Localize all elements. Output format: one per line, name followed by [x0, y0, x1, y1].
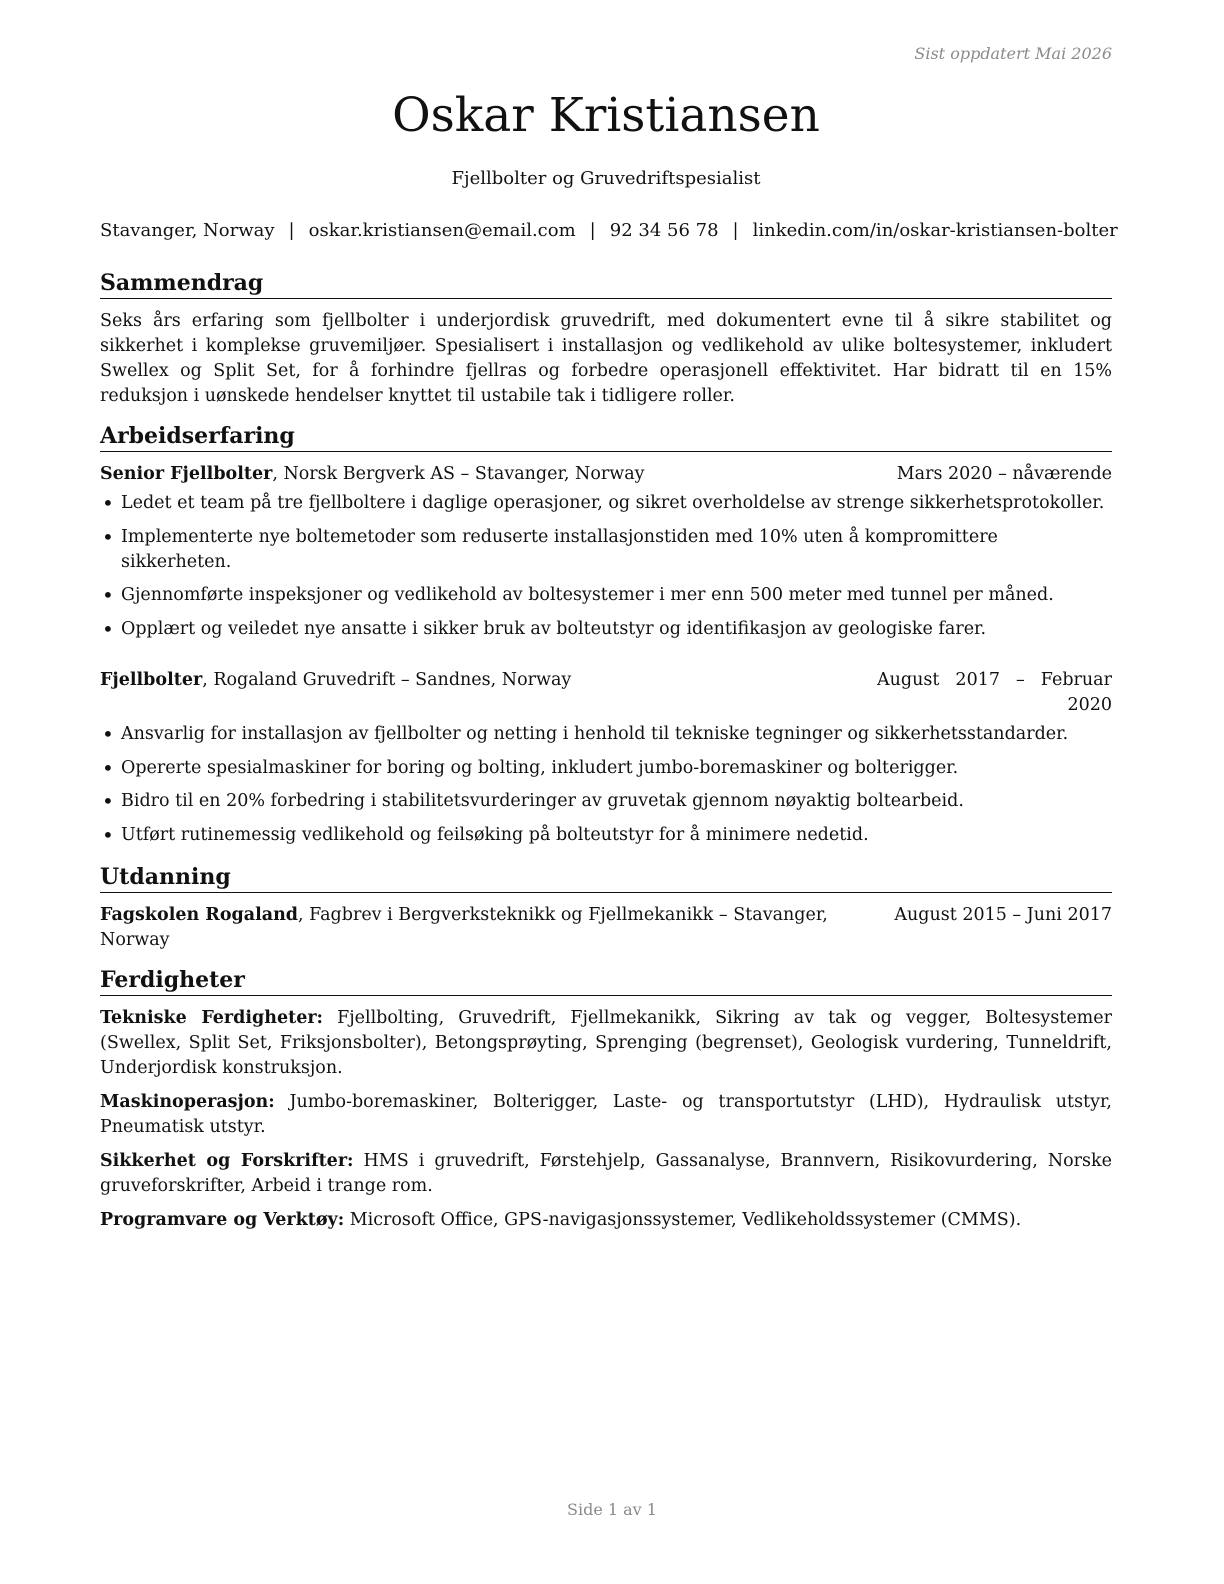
education-line	[100, 903, 894, 953]
contact-email[interactable]: oskar.kristiansen@email.com	[308, 220, 576, 241]
section-title-summary: Sammendrag	[100, 268, 1112, 299]
job-header	[100, 668, 1112, 718]
education-entry	[100, 903, 1112, 953]
job-dates: August 2017 – Februar 2020	[877, 670, 1112, 715]
contact-separator: |	[732, 220, 739, 241]
job-header	[100, 462, 1112, 487]
job-entry	[100, 462, 1112, 642]
skill-label: Programvare og Verktøy:	[100, 1210, 345, 1230]
education-detail: , Fagbrev i Bergverksteknikk og Fjellmekanikk – Stavanger, Norway	[100, 905, 828, 950]
job-bullet: • Opplært og veiledet nye ansatte i sikker bruk av bolteutstyr og identifikasjon av geologiske farer.	[100, 617, 1112, 642]
skill-label: Sikkerhet og Forskrifter:	[100, 1151, 354, 1171]
section-title-experience: Arbeidserfaring	[100, 421, 1112, 452]
resume-content	[100, 268, 1112, 1242]
summary-text: Seks års erfaring som fjellbolter i underjordisk gruvedrift, med dokumentert evne til å sikre stabilitet og sikkerhet i komplekse gruvemiljøer. Spesialisert i installasjon og vedlikehold av ulike boltesystemer, inkludert Swellex og Split Set, for å forhindre fjellras og forbedre operasjonell effektivitet. Har bidratt til en 15% reduksjon i uønskede hendelser knyttet til ustabile tak i tidligere roller.	[100, 311, 1112, 406]
page-number: Side 1 av 1	[567, 1500, 657, 1519]
job-bullet: • Bidro til en 20% forbedring i stabilitetsvurderinger av gruvetak gjennom nøyaktig boltearbeid.	[100, 789, 1112, 814]
education-dates: August 2015 – Juni 2017	[894, 905, 1112, 925]
job-entry	[100, 668, 1112, 848]
skill-label: Maskinoperasjon:	[100, 1092, 275, 1112]
skill-text: Fjellbolting, Gruvedrift, Fjellmekanikk, Sikring av tak og vegger, Boltesystemer (Swellex, Split Set, Friksjonsbolter), Betongsprøyting, Sprenging (begrenset), Geologisk vurdering, Tunneldrift, Underjordisk konstruksjon.	[100, 1008, 1113, 1078]
job-bullets	[100, 722, 1112, 848]
job-bullet: • Ledet et team på tre fjellboltere i daglige operasjoner, og sikret overholdelse av strenge sikkerhetsprotokoller.	[100, 491, 1112, 516]
job-bullet: • Implementerte nye boltemetoder som reduserte installasjonstiden med 10% uten å kompromittere sikkerheten.	[100, 525, 1112, 575]
section-title-education: Utdanning	[100, 862, 1112, 893]
skill-group	[100, 1208, 1112, 1233]
spacer	[100, 650, 1112, 668]
contact-line	[100, 219, 1118, 243]
job-employer: , Rogaland Gruvedrift – Sandnes, Norway	[202, 670, 572, 690]
job-employer: , Norsk Bergverk AS – Stavanger, Norway	[272, 464, 645, 484]
skill-group	[100, 1090, 1112, 1140]
contact-separator: |	[288, 220, 295, 241]
skill-text: Microsoft Office, GPS-navigasjonssystemer, Vedlikeholdssystemer (CMMS).	[344, 1210, 1022, 1230]
contact-separator: |	[589, 220, 596, 241]
contact-phone: 92 34 56 78	[609, 220, 719, 241]
skill-group	[100, 1149, 1112, 1199]
contact-linkedin[interactable]: linkedin.com/in/oskar-kristiansen-bolter	[752, 220, 1118, 241]
job-dates: Mars 2020 – nåværende	[896, 464, 1112, 484]
job-title-line	[100, 668, 571, 693]
section-title-skills: Ferdigheter	[100, 965, 1112, 996]
job-role: Fjellbolter	[100, 670, 203, 690]
job-bullet: • Gjennomførte inspeksjoner og vedlikehold av boltesystemer i mer enn 500 meter med tunnel per måned.	[100, 583, 1112, 608]
skill-group	[100, 1006, 1112, 1081]
job-bullets	[100, 491, 1112, 642]
job-role: Senior Fjellbolter	[100, 464, 273, 484]
job-bullet: • Utført rutinemessig vedlikehold og feilsøking på bolteutstyr for å minimere nedetid.	[100, 823, 1112, 848]
contact-location: Stavanger, Norway	[100, 220, 275, 241]
skill-label: Tekniske Ferdigheter:	[100, 1008, 324, 1028]
job-bullet: • Ansvarlig for installasjon av fjellbolter og netting i henhold til tekniske tegninger og sikkerhetsstandarder.	[100, 722, 1112, 747]
skill-text: Jumbo-boremaskiner, Bolterigger, Laste- og transportutstyr (LHD), Hydraulisk utstyr, Pneumatisk utstyr.	[100, 1092, 1112, 1137]
candidate-name: Oskar Kristiansen	[392, 88, 820, 143]
job-bullet: • Opererte spesialmaskiner for boring og bolting, inkludert jumbo-boremaskiner og bolterigger.	[100, 756, 1112, 781]
job-title-line	[100, 462, 645, 487]
last-updated: Sist oppdatert Mai 2026	[914, 44, 1112, 63]
education-school: Fagskolen Rogaland	[100, 905, 299, 925]
headline: Fjellbolter og Gruvedriftspesialist	[451, 168, 761, 189]
skill-text: HMS i gruvedrift, Førstehjelp, Gassanalyse, Brannvern, Risikovurdering, Norske gruveforskrifter, Arbeid i trange rom.	[100, 1151, 1112, 1196]
